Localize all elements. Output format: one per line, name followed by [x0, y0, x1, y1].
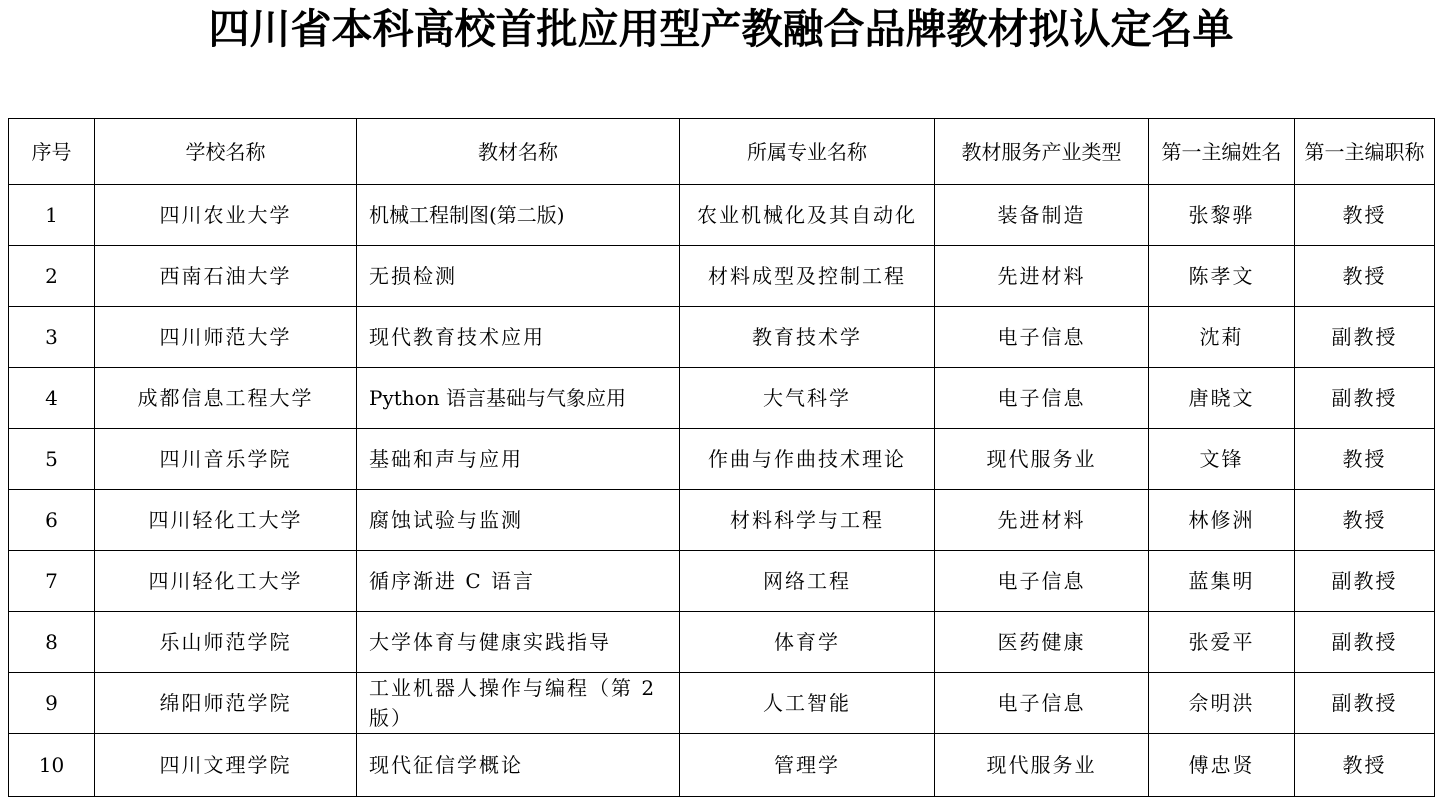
- cell-major: 大气科学: [680, 368, 935, 429]
- document-title: 四川省本科高校首批应用型产教融合品牌教材拟认定名单: [208, 5, 1234, 53]
- cell-major: 材料成型及控制工程: [680, 246, 935, 307]
- cell-no: 10: [9, 734, 95, 797]
- cell-textbook: 工业机器人操作与编程（第 2 版）: [357, 673, 680, 734]
- cell-major: 管理学: [680, 734, 935, 797]
- cell-editor: 文锋: [1149, 429, 1295, 490]
- cell-editor: 佘明洪: [1149, 673, 1295, 734]
- textbook-list-table: [8, 118, 1435, 797]
- cell-industry: 电子信息: [935, 368, 1149, 429]
- cell-school: 四川文理学院: [95, 734, 357, 797]
- header-editor-title: 第一主编职称: [1295, 119, 1435, 185]
- cell-major: 农业机械化及其自动化: [680, 185, 935, 246]
- cell-major: 人工智能: [680, 673, 935, 734]
- cell-school: 乐山师范学院: [95, 612, 357, 673]
- cell-editor: 唐晓文: [1149, 368, 1295, 429]
- cell-editor-title: 教授: [1295, 246, 1435, 307]
- cell-editor: 张爱平: [1149, 612, 1295, 673]
- cell-textbook: 腐蚀试验与监测: [357, 490, 680, 551]
- cell-textbook: 大学体育与健康实践指导: [357, 612, 680, 673]
- header-no: 序号: [9, 119, 95, 185]
- header-textbook: 教材名称: [357, 119, 680, 185]
- table-row: [9, 612, 1435, 673]
- cell-industry: 装备制造: [935, 185, 1149, 246]
- cell-editor-title: 教授: [1295, 429, 1435, 490]
- table-row: [9, 429, 1435, 490]
- cell-school: 绵阳师范学院: [95, 673, 357, 734]
- cell-textbook: Python 语言基础与气象应用: [357, 368, 680, 429]
- cell-textbook: 现代征信学概论: [357, 734, 680, 797]
- cell-industry: 先进材料: [935, 490, 1149, 551]
- cell-no: 2: [9, 246, 95, 307]
- cell-no: 8: [9, 612, 95, 673]
- cell-editor-title: 教授: [1295, 734, 1435, 797]
- cell-industry: 电子信息: [935, 673, 1149, 734]
- cell-major: 网络工程: [680, 551, 935, 612]
- cell-no: 9: [9, 673, 95, 734]
- cell-no: 5: [9, 429, 95, 490]
- table-row: [9, 673, 1435, 734]
- table-row: [9, 246, 1435, 307]
- table-row: [9, 368, 1435, 429]
- cell-school: 四川轻化工大学: [95, 490, 357, 551]
- cell-school: 成都信息工程大学: [95, 368, 357, 429]
- cell-school: 四川农业大学: [95, 185, 357, 246]
- cell-editor-title: 副教授: [1295, 673, 1435, 734]
- table-header-row: [9, 119, 1435, 185]
- cell-industry: 现代服务业: [935, 429, 1149, 490]
- cell-major: 体育学: [680, 612, 935, 673]
- header-school: 学校名称: [95, 119, 357, 185]
- cell-textbook: 循序渐进 C 语言: [357, 551, 680, 612]
- cell-no: 1: [9, 185, 95, 246]
- table-row: [9, 185, 1435, 246]
- cell-school: 西南石油大学: [95, 246, 357, 307]
- cell-editor: 张黎骅: [1149, 185, 1295, 246]
- cell-editor-title: 副教授: [1295, 307, 1435, 368]
- table-row: [9, 307, 1435, 368]
- header-industry: 教材服务产业类型: [935, 119, 1149, 185]
- cell-major: 材料科学与工程: [680, 490, 935, 551]
- cell-editor: 傅忠贤: [1149, 734, 1295, 797]
- table-row: [9, 490, 1435, 551]
- cell-editor-title: 副教授: [1295, 368, 1435, 429]
- cell-industry: 电子信息: [935, 551, 1149, 612]
- cell-editor-title: 教授: [1295, 490, 1435, 551]
- cell-no: 6: [9, 490, 95, 551]
- cell-editor-title: 副教授: [1295, 551, 1435, 612]
- cell-editor-title: 副教授: [1295, 612, 1435, 673]
- cell-editor-title: 教授: [1295, 185, 1435, 246]
- cell-textbook: 无损检测: [357, 246, 680, 307]
- cell-school: 四川轻化工大学: [95, 551, 357, 612]
- table-row: [9, 551, 1435, 612]
- cell-industry: 电子信息: [935, 307, 1149, 368]
- cell-no: 7: [9, 551, 95, 612]
- cell-textbook: 机械工程制图(第二版): [357, 185, 680, 246]
- cell-school: 四川音乐学院: [95, 429, 357, 490]
- cell-no: 4: [9, 368, 95, 429]
- table-row: [9, 734, 1435, 797]
- cell-major: 教育技术学: [680, 307, 935, 368]
- cell-editor: 陈孝文: [1149, 246, 1295, 307]
- cell-school: 四川师范大学: [95, 307, 357, 368]
- cell-editor: 蓝集明: [1149, 551, 1295, 612]
- header-major: 所属专业名称: [680, 119, 935, 185]
- cell-editor: 沈莉: [1149, 307, 1295, 368]
- cell-no: 3: [9, 307, 95, 368]
- cell-industry: 先进材料: [935, 246, 1149, 307]
- cell-industry: 现代服务业: [935, 734, 1149, 797]
- cell-textbook: 基础和声与应用: [357, 429, 680, 490]
- cell-major: 作曲与作曲技术理论: [680, 429, 935, 490]
- cell-editor: 林修洲: [1149, 490, 1295, 551]
- cell-industry: 医药健康: [935, 612, 1149, 673]
- header-editor: 第一主编姓名: [1149, 119, 1295, 185]
- cell-textbook: 现代教育技术应用: [357, 307, 680, 368]
